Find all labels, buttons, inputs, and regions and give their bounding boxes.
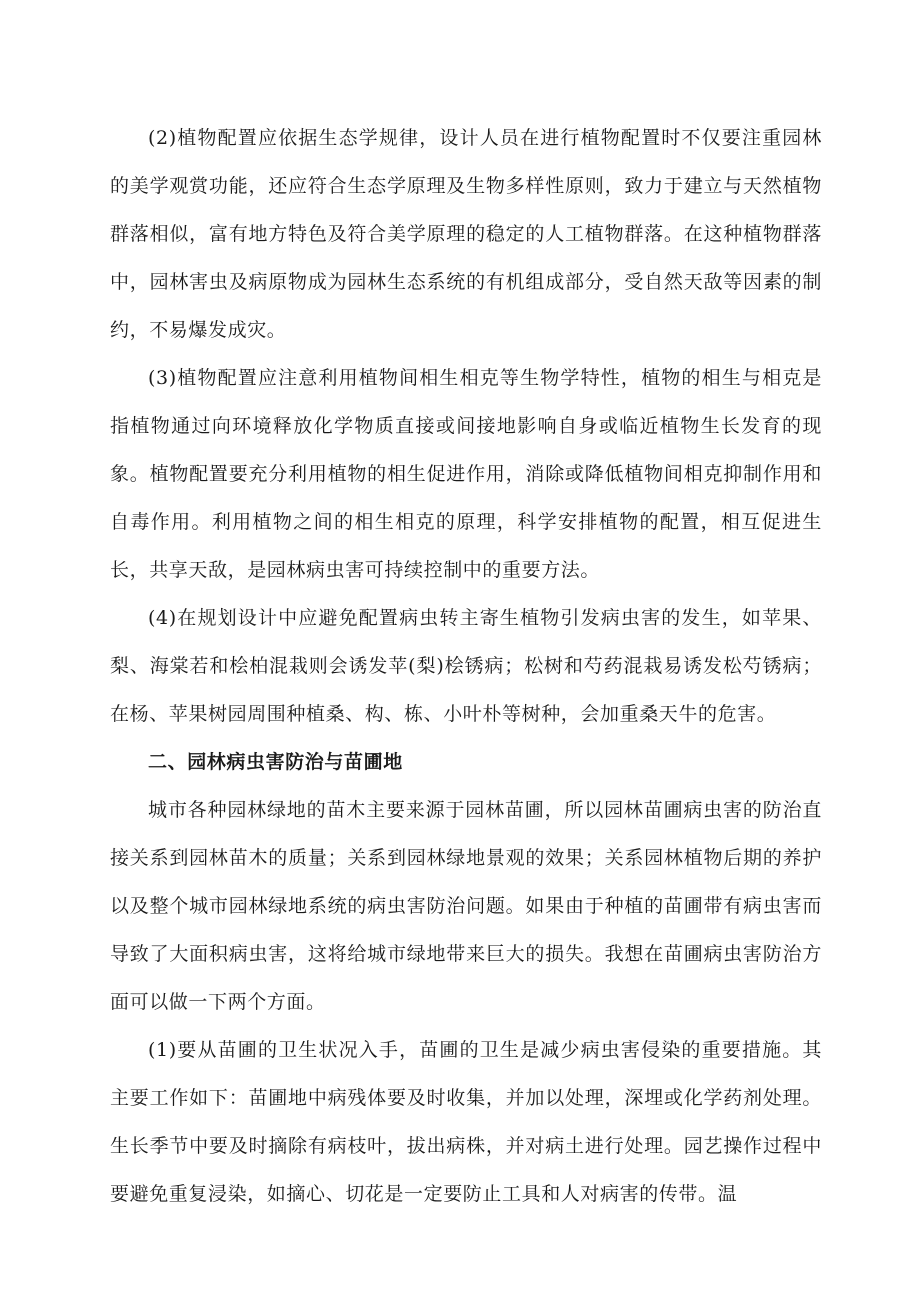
paragraph-2: (2)植物配置应依据生态学规律，设计人员在进行植物配置时不仅要注重园林的美学观赏功能，还应符合生态学原理及生物多样性原则，致力于建立与天然植物群落相似，富有地方特色及符合美学原理的稳定的人工植物群落。在这种植物群落中，园林害虫及病原物成为园林生态系统的有机组成部分，受自然天敌等因素的制约，不易爆发成灾。 — [110, 127, 822, 341]
section-heading: 二、园林病虫害防治与苗圃地 — [148, 751, 403, 773]
paragraph-nursery-intro: 城市各种园林绿地的苗木主要来源于园林苗圃，所以园林苗圃病虫害的防治直接关系到园林苗木的质量；关系到园林绿地景观的效果；关系园林植物后期的养护以及整个城市园林绿地系统的病虫害防治问题。如果由于种植的苗圃带有病虫害而导致了大面积病虫害，这将给城市绿地带来巨大的损失。我想在苗圃病虫害防治方面可以做一下两个方面。 — [110, 799, 822, 1013]
paragraph-nursery-1: (1)要从苗圃的卫生状况入手，苗圃的卫生是减少病虫害侵染的重要措施。其主要工作如下：苗圃地中病残体要及时收集，并加以处理，深埋或化学药剂处理。生长季节中要及时摘除有病枝叶，拔出病株，并对病土进行处理。园艺操作过程中要避免重复浸染，如摘心、切花是一定要防止工具和人对病害的传带。温 — [110, 1039, 822, 1205]
document-body — [110, 114, 822, 1218]
paragraph-3: (3)植物配置应注意利用植物间相生相克等生物学特性，植物的相生与相克是指植物通过向环境释放化学物质直接或间接地影响自身或临近植物生长发育的现象。植物配置要充分利用植物的相生促进作用，消除或降低植物间相克抑制作用和自毒作用。利用植物之间的相生相克的原理，科学安排植物的配置，相互促进生长，共享天敌，是园林病虫害可持续控制中的重要方法。 — [110, 367, 822, 581]
paragraph-4: (4)在规划设计中应避免配置病虫转主寄生植物引发病虫害的发生，如苹果、梨、海棠若和桧柏混栽则会诱发苹(梨)桧锈病；松树和芍药混栽易诱发松芍锈病；在杨、苹果树园周围种植桑、构、栋、小叶朴等树种，会加重桑天牛的危害。 — [110, 607, 822, 725]
